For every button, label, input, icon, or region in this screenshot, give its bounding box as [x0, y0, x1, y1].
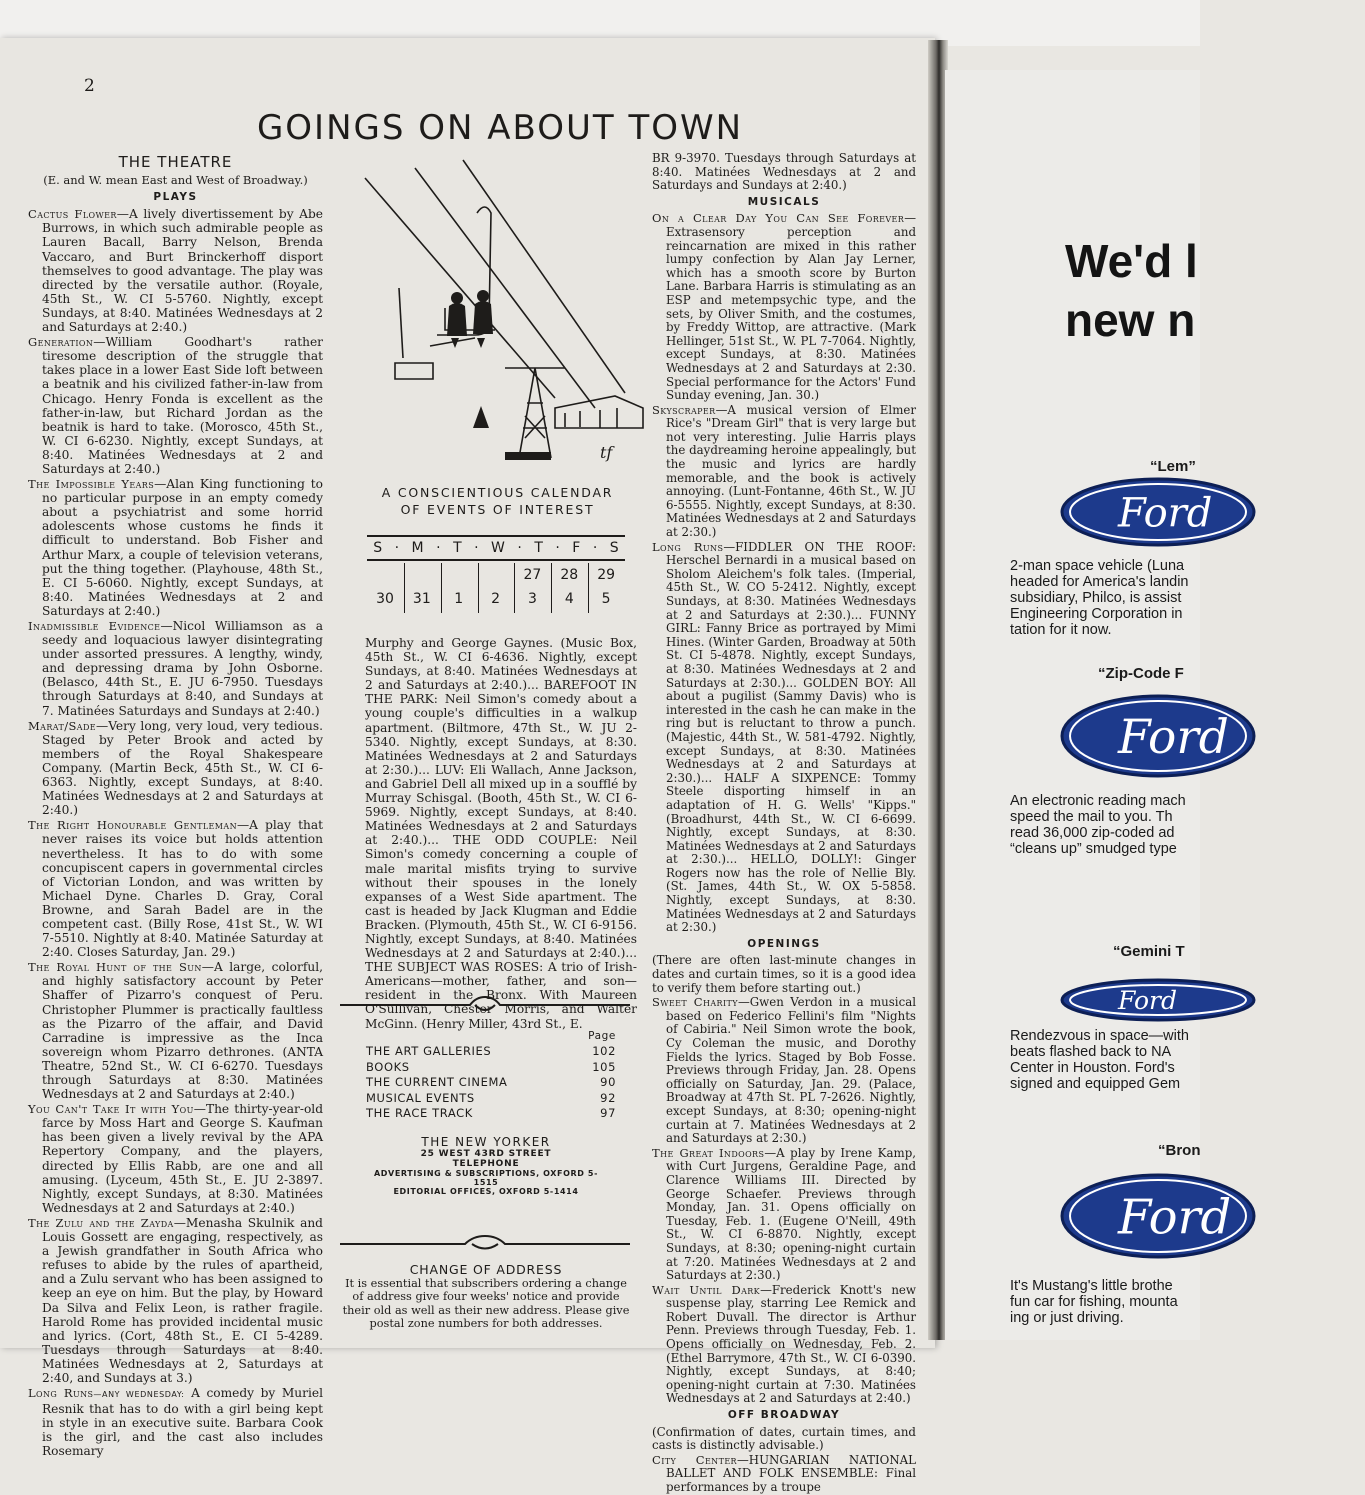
- change-of-address-text: It is essential that subscribers ordering a change of address give four weeks' notice and provide their old as well as their new address. Please give postal zone numbers for both addresses.: [342, 1277, 630, 1331]
- entry-title: You Can't Take It with You: [28, 1102, 194, 1117]
- listings-right-column: [652, 151, 917, 1494]
- entry-text: —Extrasensory perception and reincarnation are mixed in this rather lumpy confection by Alan Jay Lerner, which has a smooth score by Burton Lane. Barbara Harris is stimulating as an ESP and metempsychic type, and the sets, by Oliver Smith, and the costumes, by Freddy Wittop, are attractive. (Mark Hellinger, 51st St., W. PL 7-7064. Nightly, except Sundays, at 8:30. Matinées Wednesdays at 2 and Saturdays at 2:30. Special performance for the Actors' Fund Sunday evening, Jan. 30.): [666, 211, 916, 403]
- play-entry: [28, 1386, 323, 1458]
- entry-title: Long Runs: [28, 1386, 94, 1401]
- calendar-date: 2: [491, 591, 501, 607]
- opening-entry: [652, 1284, 916, 1406]
- entry-text: —A musical version of Elmer Rice's "Dream Girl" that is very large but not very interesting. Julie Harris plays the daydreaming heroine appealingly, but the music and lyrics are hardly memorable, and the book is actively annoying. (Lunt-Fontanne, 46th St., W. JU 6-5555. Nightly, except Sundays, at 8:30. Matinées Wednesdays at 2 and Saturdays at 2:30.): [666, 402, 916, 540]
- calendar-weekday: F: [572, 540, 581, 556]
- ad-body-line: subsidiary, Philco, is assist: [1010, 590, 1182, 606]
- calendar-date: 27: [523, 567, 542, 583]
- entry-text: —HUNGARIAN NATIONAL BALLET AND FOLK ENSEMBLE: Final performances by a troupe: [666, 1452, 916, 1494]
- city-center-entry: [652, 1454, 916, 1495]
- contents-label: THE CURRENT CINEMA: [366, 1075, 508, 1089]
- publication-name: THE NEW YORKER: [421, 1135, 551, 1149]
- calendar-title-line1: A CONSCIENTIOUS CALENDAR: [381, 485, 614, 500]
- middle-paragraph: Murphy and George Gaynes. (Music Box, 45th St., W. CI 6-4636. Nightly, except Sundays, at 8:40. Matinées Wednesdays at 2 and Saturdays at 2:40.)... BAREFOOT IN THE PARK: Neil Simon's comedy about a young couple's difficulties in a walkup apartment. (Biltmore, 47th St., W. JU 2-5340. Nightly, except Sundays, at 8:30. Matinées Wednesdays at 2 and Saturdays at 2:30.)... LUV: Eli Wallach, Anne Jackson, and Gabriel Dell all mixed up in a soufflé by Murray Schisgal. (Booth, 45th St., W. CI 6-5969. Nightly, except Sundays, at 8:40. Matinées Wednesdays at 2 and Saturdays at 2:40.)... THE ODD COUPLE: Neil Simon's comedy concerning a couple of male marital misfits trying to survive without their spouses in the lonely expanses of a West Side apartment. The cast is headed by Jack Klugman and Eddie Bracken. (Plymouth, 45th St., W. CI 6-9156. Nightly, except Sundays, at 8:40. Matinées Wednesdays at 2 and Saturdays at 2:40.)... THE SUBJECT WAS ROSES: A trio of Irish-Americans—mother, father, and son—resident in the Bronx. With Maureen O'Sullivan, Chester Morris, and Walter McGinn. (Henry Miller, 43rd St., E.: [365, 636, 637, 1031]
- entry-text: —Nicol Williamson as a seedy and loquacious lawyer disintegrating under assorted pressures. A lengthy, windy, and depressing drama by John Osborne. (Belasco, 44th St., E. JU 6-7950. Tuesdays through Saturdays at 8:40, and Sundays at 7. Matinées Saturdays and Sundays at 2:40.): [42, 619, 324, 718]
- contents-row[interactable]: [366, 1044, 616, 1060]
- illustrator-signature: tf: [600, 443, 613, 462]
- entry-title: The Right Honourable Gentleman: [28, 818, 237, 833]
- ad-body-line: read 36,000 zip-coded ad: [1010, 825, 1175, 841]
- calendar-weekday-row: [367, 535, 625, 561]
- theatre-column: [28, 153, 324, 1459]
- calendar-date: 31: [412, 591, 431, 607]
- ad-section-title: “Lem”: [1150, 458, 1196, 475]
- calendar-title-line2: OF EVENTS OF INTEREST: [400, 502, 595, 517]
- entry-title: Marat/Sade: [28, 718, 97, 733]
- play-entry: [28, 960, 323, 1101]
- entry-title: Wait Until Dark: [652, 1282, 761, 1297]
- theatre-note: (E. and W. mean East and West of Broadway.): [43, 173, 308, 188]
- calendar-weekday: S: [373, 540, 383, 556]
- off-broadway-note: (Confirmation of dates, curtain times, and casts is distinctly advisable.): [652, 1424, 916, 1453]
- ad-body-line: Engineering Corporation in: [1010, 606, 1183, 622]
- ad-headline: [1065, 232, 1365, 350]
- musical-entry: [652, 541, 916, 935]
- entry-text: —A lively divertissement by Abe Burrows, in which such admirable people as Lauren Bacall, Barry Nelson, Brenda Vaccaro, and Burt Brinckerhoff disport themselves to good advantage. The play was directed by the versatile author. (Royale, 45th St., W. CI 5-5760. Nightly, except Sundays, at 8:40. Matinées Wednesdays at 2 and Saturdays at 2:40.): [42, 207, 323, 335]
- entry-text: —Menasha Skulnik and Louis Gossett are engaging, respectively, as a Jewish grandfather in South Africa who refuses to abide by the rules of apartheid, and a Zulu servant who has been assigned to keep an eye on him. But the play, by Howard Da Silva and Felix Leon, is rather fragile. Harold Rome has provided incidental music and lyrics. (Cort, 48th St., E. CI 5-4289. Tuesdays through Saturdays at 8:40. Matinées Wednesdays at 2, Saturdays at 2:40, and Sundays at 3.): [42, 1215, 323, 1385]
- plays-list: [28, 207, 323, 1458]
- ford-logo-icon: [1058, 1172, 1258, 1260]
- advertising-phone: ADVERTISING & SUBSCRIPTIONS, OXFORD 5-1515: [374, 1169, 598, 1187]
- ornament-divider-2: [340, 1235, 630, 1253]
- entry-text: —A large, colorful, and highly satisfactory account by Peter Shaffer of Pizarro's conquest of Peru. Christopher Plummer is practically faultless as the Pizarro of the affair, and David Carradine is impressive as the Inca sovereign whom Pizarro dethrones. (ANTA Theatre, 52nd St., W. CI 6-6270. Tuesdays through Saturdays at 8:30. Matinées Wednesdays at 2 and Saturdays at 2:40.): [42, 960, 323, 1102]
- telephone-label: TELEPHONE: [452, 1159, 520, 1169]
- ad-body-line: signed and equipped Gem: [1010, 1076, 1181, 1092]
- calendar-dot: ·: [555, 540, 560, 556]
- editorial-phone: EDITORIAL OFFICES, OXFORD 5-1414: [393, 1187, 579, 1196]
- entry-title: Long Runs: [652, 539, 724, 554]
- ornament-divider: [340, 995, 630, 1015]
- calendar-dot: ·: [517, 540, 522, 556]
- entry-text: —Alan King functioning to no particular purpose in an empty comedy about a psychiatrist and some horrid adolescents whose customs he finds it difficult to understand. Bob Fisher and Arthur Marx, a couple of television veterans, put the thing together. (Playhouse, 48th St., E. CI 5-6060. Nightly, except Sundays, at 8:40. Matinées Wednesdays at 2 and Saturdays at 2:40.): [42, 477, 323, 618]
- entry-text: —FIDDLER ON THE ROOF: Herschel Bernardi in a musical based on Sholom Aleichem's folk tales. (Imperial, 45th St., W. CO 5-2412. Nightly, except Sundays, at 8:30. Matinées Wednesdays at 2 and Saturdays at 2:30.)... FUNNY GIRL: Fanny Brice as portrayed by Mimi Hines. (Winter Garden, Broadway at 50th St. CI 5-4878. Nightly, except Sundays, at 8:30. Matinées Wednesdays at 2 and Saturdays at 2:30.)... GOLDEN BOY: All about a pugilist (Sammy Davis) who is interested in the cash he can make in the ring but is reluctant to throw a punch. (Majestic, 44th St., W. 581-4792. Nightly, except Sundays, at 8:30. Matinées Wednesdays at 2 and Saturdays at 2:30.)... HALF A SIXPENCE: Tommy Steele disporting himself in an adaptation of H. G. Wells' "Kipps." (Broadhurst, 44th St., W. CI 6-6699. Nightly, except Sundays, at 8:30. Matinées Wednesdays at 2 and Saturdays at 2:30.)... HELLO, DOLLY!: Ginger Rogers now has the role of Nellie Bly. (St. James, 44th St., W. OX 5-5858. Nightly, except Sundays, at 8:30. Matinées Wednesdays at 2 and Saturdays at 2:30.): [666, 539, 916, 935]
- calendar-dot: ·: [394, 540, 400, 556]
- ad-body-line: headed for America's landin: [1010, 574, 1189, 590]
- entry-text: A comedy by Muriel Resnik that has to do with a girl being kept in style in an executive suite. Barbara Cook is the girl, and the cast also includes Rosemary: [42, 1386, 323, 1459]
- calendar-date: 5: [601, 591, 611, 607]
- contents-label: THE RACE TRACK: [366, 1106, 473, 1120]
- ford-logo-text: Ford: [1118, 490, 1213, 537]
- off-broadway-heading: OFF BROADWAY: [727, 1409, 841, 1422]
- contents-page: 105: [592, 1059, 616, 1074]
- ford-logo-text: Ford: [1118, 986, 1177, 1016]
- calendar-weekday: W: [491, 540, 505, 556]
- calendar-date: 30: [376, 591, 394, 607]
- entry-text: —Very long, very loud, very tedious. Staged by Peter Brook and acted by members of the Royal Shakespeare Company. (Martin Beck, 45th St., W. CI 6-6363. Nightly, except Sundays, at 8:40. Matinées Wednesdays at 2 and Saturdays at 2:40.): [42, 718, 323, 818]
- openings-heading: OPENINGS: [747, 937, 821, 950]
- contents-row[interactable]: [366, 1060, 616, 1076]
- ad-body-line: “cleans up” smudged type: [1010, 841, 1177, 857]
- entry-title: The Royal Hunt of the Sun: [28, 960, 202, 975]
- contents-label: MUSICAL EVENTS: [366, 1090, 475, 1105]
- contents-label: BOOKS: [366, 1059, 410, 1074]
- contents-row[interactable]: [366, 1106, 616, 1122]
- calendar-title: [355, 484, 640, 518]
- musical-entry: [652, 212, 916, 402]
- new-yorker-address-block: [366, 1135, 606, 1196]
- section-heading-theatre: THE THEATRE: [118, 153, 233, 171]
- entry-title: Inadmissible Evidence: [28, 619, 161, 633]
- ad-body-line: Rendezvous in space—with: [1010, 1028, 1189, 1044]
- calendar-weekday: M: [411, 540, 424, 556]
- contents-row[interactable]: [366, 1075, 616, 1091]
- openings-note: (There are often last-minute changes in dates and curtain times, so it is a good idea to verify them before starting out.): [652, 953, 916, 995]
- contents-page: 102: [592, 1044, 616, 1058]
- change-of-address-heading: CHANGE OF ADDRESS: [409, 1262, 563, 1277]
- change-of-address: [340, 1262, 632, 1331]
- ad-body-line: Center in Houston. Ford's: [1010, 1060, 1175, 1076]
- entry-text: —The thirty-year-old farce by Moss Hart and George S. Kaufman has been given a lively revival by the APA Repertory Company, and the players, directed by Ellis Rabb, are one and all amusing. (Lyceum, 45th St., E. JU 2-3897. Nightly, except Sundays, at 8:30. Matinées Wednesdays at 2 and Saturdays at 2:40.): [42, 1102, 324, 1215]
- entry-title: The Great Indoors: [652, 1145, 765, 1160]
- calendar-weekday: S: [609, 540, 619, 556]
- openings-list: [652, 996, 916, 1406]
- calendar-date: 29: [597, 567, 616, 583]
- entry-title: Sweet Charity: [652, 995, 738, 1010]
- page-number: 2: [84, 76, 95, 96]
- calendar-date: 3: [527, 591, 537, 607]
- play-entry: [28, 1216, 323, 1385]
- calendar-weekday: T: [453, 540, 462, 556]
- ford-logo-text: Ford: [1118, 710, 1229, 766]
- masthead-title: GOINGS ON ABOUT TOWN: [256, 108, 744, 148]
- ad-headline-line1: We'd l: [1065, 235, 1198, 287]
- ad-section-title: “Bron: [1158, 1142, 1201, 1159]
- entry-title: The Zulu and the Zayda: [28, 1215, 174, 1230]
- play-entry: [28, 477, 323, 618]
- ad-body-line: speed the mail to you. Th: [1010, 809, 1173, 825]
- ad-body-line: beats flashed back to NA: [1010, 1044, 1172, 1060]
- entry-title: Skyscraper: [652, 402, 716, 417]
- contents-row[interactable]: [366, 1091, 616, 1107]
- ford-logo-text: Ford: [1118, 1189, 1232, 1246]
- play-entry: [28, 335, 323, 476]
- entry-title: On a Clear Day You Can See Forever: [652, 211, 905, 226]
- calendar-date: 28: [560, 567, 579, 583]
- musical-entry: [652, 404, 916, 540]
- play-entry: [28, 619, 323, 718]
- contents-rows: [366, 1044, 616, 1122]
- ad-body-line: tation for it now.: [1010, 622, 1112, 638]
- ski-lift-illustration: [355, 158, 640, 478]
- ad-body-line: An electronic reading mach: [1010, 793, 1186, 809]
- contents-page: 97: [600, 1106, 616, 1120]
- entry-subtitle: —ANY WEDNESDAY:: [93, 1390, 185, 1400]
- calendar-dot: ·: [474, 540, 479, 556]
- entry-text: —Gwen Verdon in a musical based on Federico Fellini's film "Nights of Cabiria." Neil Simon wrote the book, Cy Coleman the music, and Dorothy Fields the lyrics. Staged by Bob Fosse. Previews through Friday, Jan. 28. Opens officially on Saturday, Jan. 29. (Palace, Broadway at 47th St. PL 7-2626. Nightly, except Sundays, at 8:30; opening-night curtain at 7. Matinées Wednesdays at 2 and Saturdays at 2:30.): [666, 995, 916, 1146]
- contents-page-label: Page: [588, 1030, 616, 1042]
- entry-title: Cactus Flower: [28, 207, 117, 222]
- opening-entry: [652, 1147, 916, 1283]
- calendar-date: 1: [454, 591, 464, 607]
- plays-heading: PLAYS: [153, 191, 198, 204]
- calendar-dot: ·: [592, 540, 598, 556]
- musicals-heading: MUSICALS: [747, 195, 821, 208]
- contents-label: THE ART GALLERIES: [366, 1044, 492, 1058]
- entry-text: —William Goodhart's rather tiresome description of the struggle that takes place in a lower East Side loft between a beatnik and his civilized father-in-law from Chicago. Henry Fonda is excellent as the father-in-law, but Richard Jordan as the beatnik is hard to take. (Morosco, 45th St., W. CI 6-6230. Nightly, except Sundays, at 8:40. Matinées Wednesdays at 2 and Saturdays at 2:40.): [42, 335, 323, 476]
- ad-body-line: It's Mustang's little brothe: [1010, 1278, 1173, 1294]
- musicals-list: [652, 212, 916, 934]
- entry-text: —A play that never raises its voice but holds attention nevertheless. It has to do with some concupiscent capers in governmental circles of Victorian London, and was written by Michael Dyne. Charles D. Gray, Coral Browne, and Sarah Badel are in the competent cast. (Billy Rose, 41st St., W. WI 7-5510. Nightly at 8:40. Matinée Saturday at 2:40. Closes Saturday, Jan. 29.): [42, 818, 323, 960]
- play-entry: [28, 719, 323, 818]
- ad-headline-line2: new n: [1065, 294, 1196, 346]
- ad-section-title: “Gemini T: [1113, 943, 1185, 960]
- entry-title: City Center: [652, 1452, 737, 1467]
- ad-body-line: ing or just driving.: [1010, 1310, 1124, 1326]
- opening-entry: [652, 996, 916, 1146]
- play-entry: [28, 1102, 323, 1215]
- entry-text: —Frederick Knott's new suspense play, starring Lee Remick and Robert Duvall. The director is Arthur Penn. Previews through Tuesday, Feb. 1. Opens officially on Wednesday, Feb. 2. (Ethel Barrymore, 47th St., W. CI 6-0390. Nightly, except Sundays, at 8:40; opening-night curtain at 7:30. Matinées Wednesdays at 2 and Saturdays at 2:40.): [666, 1282, 916, 1406]
- play-entry: [28, 818, 323, 959]
- entry-title: Generation: [28, 335, 94, 350]
- play-entry: [28, 207, 323, 334]
- publication-address: 25 WEST 43RD STREET: [420, 1149, 552, 1159]
- middle-column-text: [365, 636, 637, 1032]
- calendar-grid: [367, 535, 625, 615]
- entry-title: The Impossible Years: [28, 477, 155, 492]
- ford-logo-icon: [1058, 476, 1258, 548]
- contents-page: 90: [600, 1075, 616, 1089]
- calendar-dot: ·: [436, 540, 441, 556]
- contents-page: 92: [600, 1090, 616, 1105]
- ford-logo-icon: [1058, 693, 1258, 779]
- ad-body-line: 2-man space vehicle (Luna: [1010, 558, 1185, 574]
- contents-list: [366, 1030, 616, 1122]
- continued-text: BR 9-3970. Tuesdays through Saturdays at 8:40. Matinées Wednesdays at 2 and Saturdays and Sundays at 2:40.): [652, 151, 916, 193]
- ad-section-title: “Zip-Code F: [1098, 665, 1184, 682]
- calendar-weekday: T: [534, 540, 543, 556]
- ford-logo-icon: [1058, 977, 1258, 1023]
- ad-body-line: fun car for fishing, mounta: [1010, 1294, 1178, 1310]
- calendar-date: 4: [564, 591, 574, 607]
- entry-text: —A play by Irene Kamp, with Curt Jurgens, Geraldine Page, and Clarence Williams III. Directed by George Schaefer. Previews through Monday, Jan. 31. Opens officially on Tuesday, Feb. 1. (Eugene O'Neill, 49th St., W. CI 6-8870. Nightly, except Sundays, at 8:30; opening-night curtain at 7:20. Matinées Wednesdays at 2 and Saturdays at 2:30.): [666, 1145, 917, 1283]
